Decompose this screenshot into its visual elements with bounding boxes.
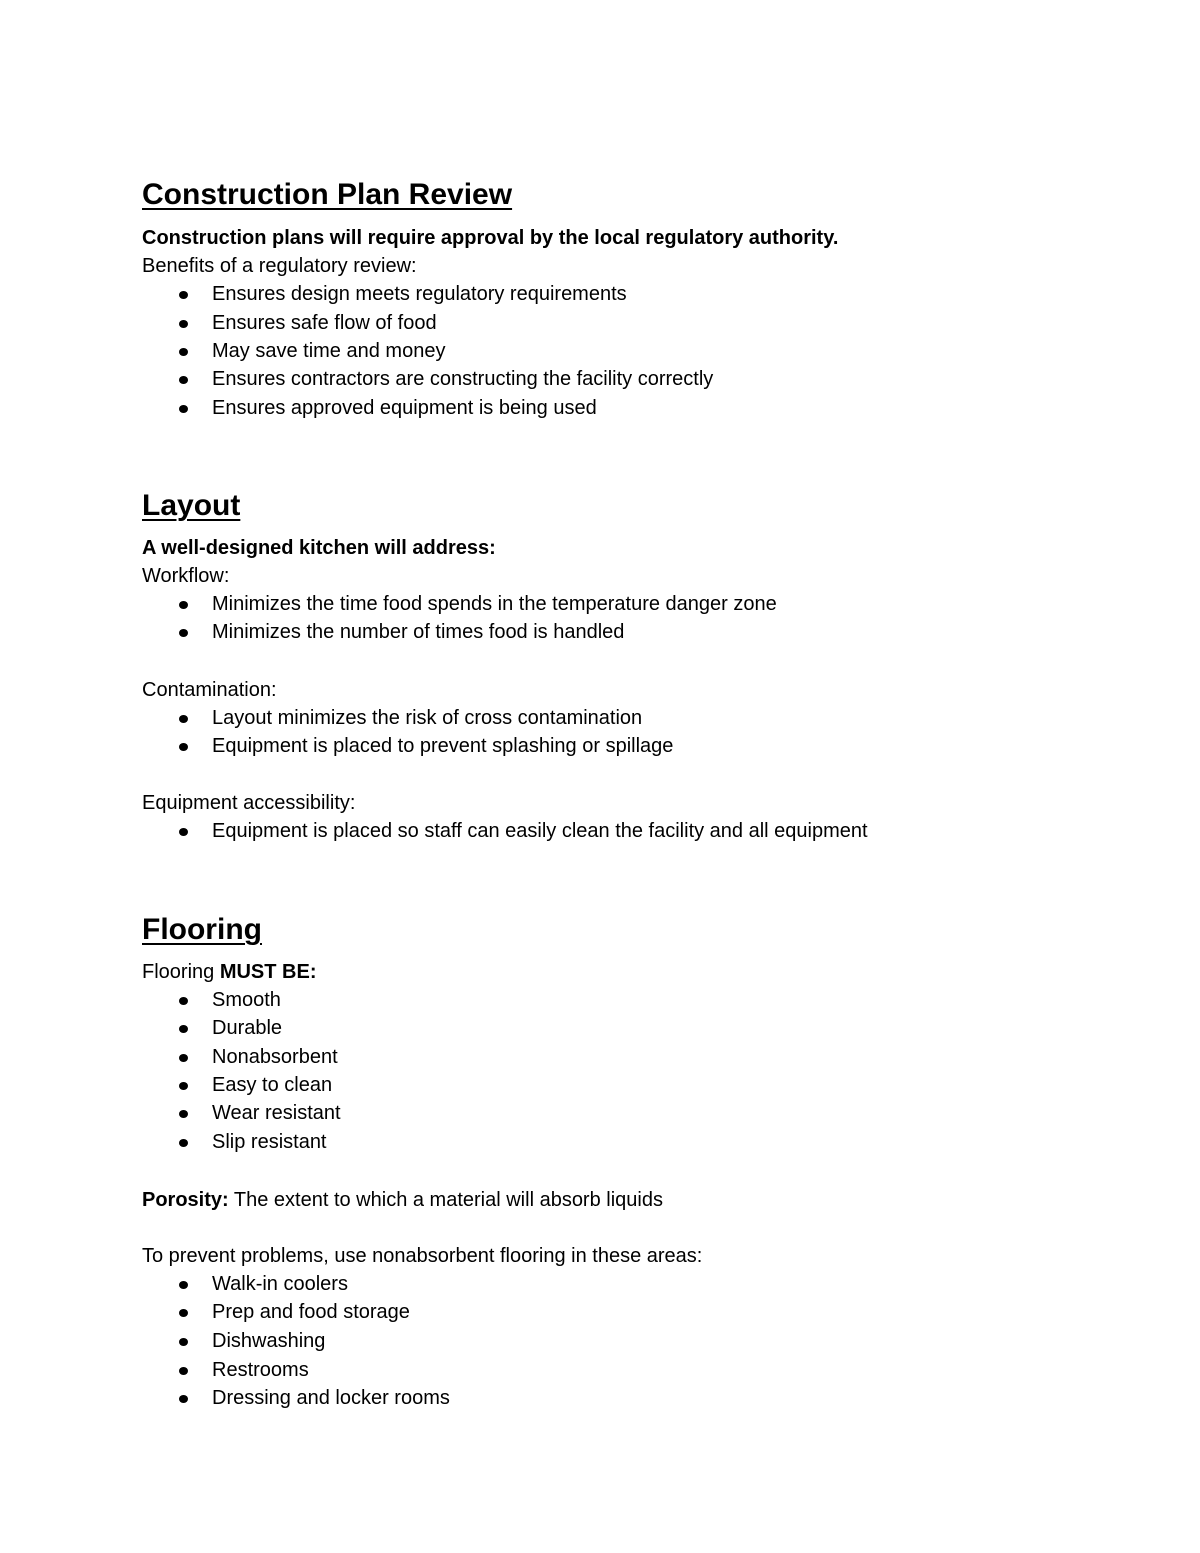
list-item: Dressing and locker rooms <box>212 1387 450 1409</box>
list-item: Prep and food storage <box>212 1301 410 1323</box>
bullet-dot-icon <box>179 1281 188 1289</box>
porosity-text: The extent to which a material will absorb liquids <box>228 1189 663 1211</box>
bullet-dot-icon <box>179 629 188 637</box>
section-lead: A well-designed kitchen will address: <box>142 537 496 559</box>
list-item: Durable <box>212 1017 283 1039</box>
bullet-dot-icon <box>179 1054 188 1062</box>
bullet-dot-icon <box>179 601 188 609</box>
list-item: Walk-in coolers <box>212 1273 348 1295</box>
porosity-definition <box>142 1186 663 1214</box>
list-item: Easy to clean <box>212 1074 333 1096</box>
group-label-equipment-accessibility: Equipment accessibility: <box>142 792 356 814</box>
list-item: Ensures design meets regulatory requirements <box>212 283 627 305</box>
list-item: Wear resistant <box>212 1102 341 1124</box>
list-item: Equipment is placed so staff can easily clean the facility and all equipment <box>212 820 868 842</box>
list-item: Layout minimizes the risk of cross contamination <box>212 707 643 729</box>
bullet-dot-icon <box>179 1309 188 1317</box>
list-item: Ensures contractors are constructing the facility correctly <box>212 368 714 390</box>
section-lead: Construction plans will require approval by the local regulatory authority. <box>142 227 839 249</box>
group-label-workflow: Workflow: <box>142 565 230 587</box>
bullet-dot-icon <box>179 320 188 328</box>
list-item: Smooth <box>212 989 281 1011</box>
list-item: May save time and money <box>212 340 446 362</box>
list-item: Minimizes the time food spends in the temperature danger zone <box>212 593 777 615</box>
list-item: Dishwashing <box>212 1330 326 1352</box>
bullet-dot-icon <box>179 1367 188 1375</box>
section-intro: Benefits of a regulatory review: <box>142 255 417 277</box>
bullet-dot-icon <box>179 1025 188 1033</box>
list-item: Equipment is placed to prevent splashing or spillage <box>212 735 674 757</box>
list-item: Ensures safe flow of food <box>212 312 437 334</box>
list-item: Slip resistant <box>212 1131 327 1153</box>
bullet-dot-icon <box>179 376 188 384</box>
list-item: Ensures approved equipment is being used <box>212 397 597 419</box>
flooring-must-bold: MUST BE: <box>219 961 317 983</box>
porosity-term: Porosity: <box>142 1189 229 1211</box>
list-item: Restrooms <box>212 1359 309 1381</box>
list-item: Nonabsorbent <box>212 1046 338 1068</box>
bullet-dot-icon <box>179 1338 188 1346</box>
flooring-must-be <box>142 958 316 986</box>
bullet-dot-icon <box>179 348 188 356</box>
bullet-dot-icon <box>179 1110 188 1118</box>
bullet-dot-icon <box>179 405 188 413</box>
bullet-dot-icon <box>179 1139 188 1147</box>
bullet-dot-icon <box>179 743 188 751</box>
group-label-contamination: Contamination: <box>142 679 277 701</box>
bullet-dot-icon <box>179 997 188 1005</box>
list-item: Minimizes the number of times food is handled <box>212 621 625 643</box>
bullet-dot-icon <box>179 715 188 723</box>
bullet-dot-icon <box>179 1395 188 1403</box>
bullet-dot-icon <box>179 291 188 299</box>
section-title-flooring: Flooring <box>142 913 262 946</box>
section-title-construction-plan-review: Construction Plan Review <box>142 178 513 211</box>
bullet-dot-icon <box>179 828 188 836</box>
areas-intro: To prevent problems, use nonabsorbent flooring in these areas: <box>142 1245 703 1267</box>
bullet-dot-icon <box>179 1082 188 1090</box>
flooring-must-prefix: Flooring <box>142 961 220 983</box>
section-title-layout: Layout <box>142 489 241 522</box>
